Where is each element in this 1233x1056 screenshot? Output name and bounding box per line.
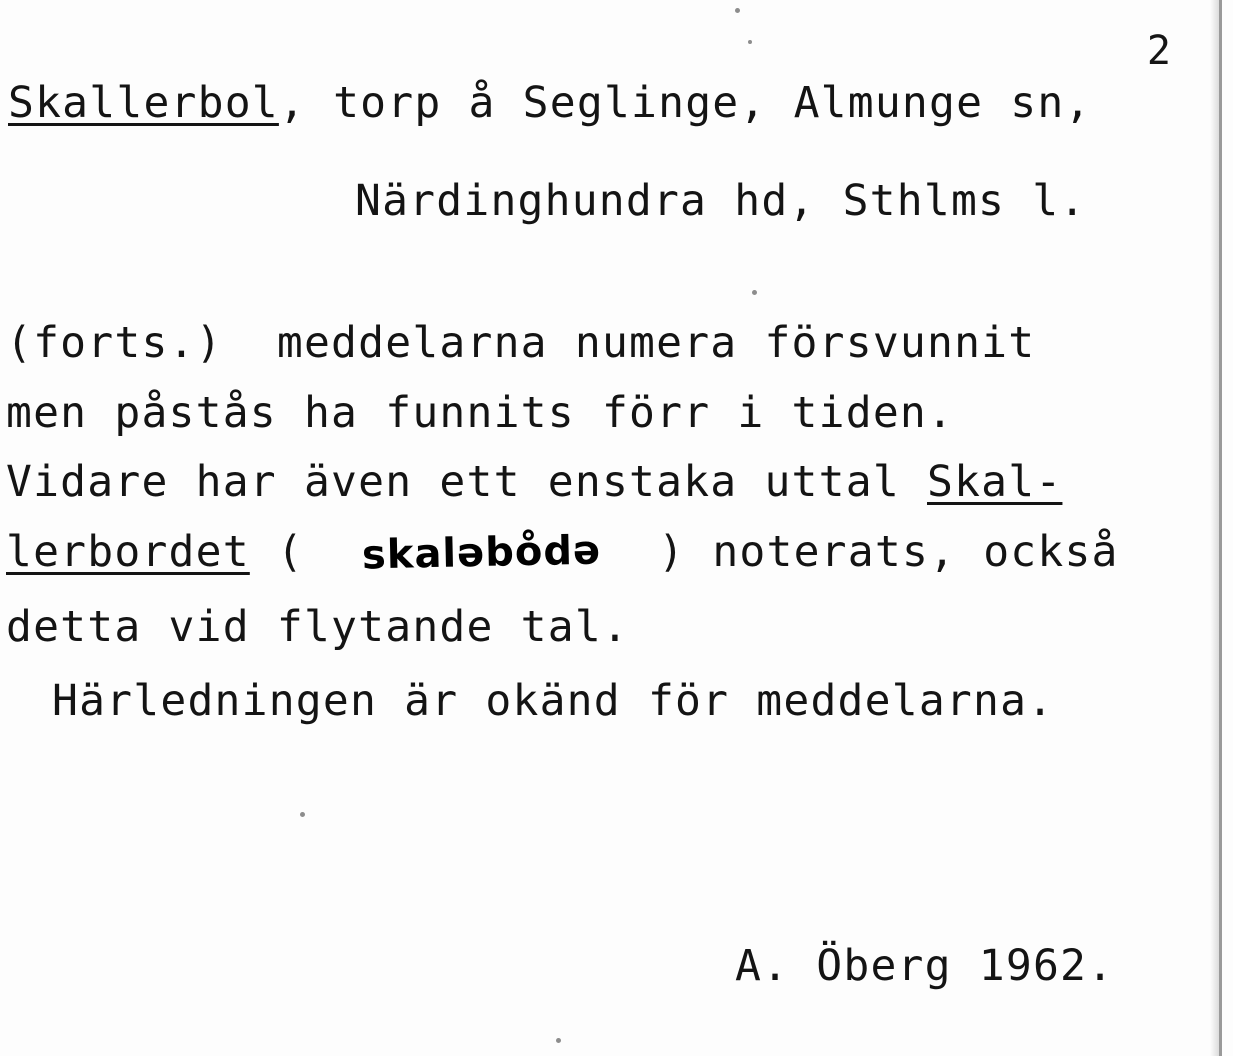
body-line-4-close: ) noterats, också bbox=[631, 527, 1119, 577]
headword: Skallerbol bbox=[8, 78, 279, 128]
body-line-3-text: Vidare har även ett enstaka uttal bbox=[6, 457, 927, 507]
heading-line-1 bbox=[8, 78, 1092, 128]
scan-speck bbox=[300, 812, 305, 817]
scan-speck bbox=[752, 290, 757, 295]
body-line-6: Härledningen är okänd för meddelarna. bbox=[52, 676, 1055, 726]
body-line-1: (forts.) meddelarna numera försvunnit bbox=[6, 318, 1036, 368]
scan-speck bbox=[748, 40, 752, 44]
page-number: 2 bbox=[1146, 28, 1171, 74]
body-line-4-open: ( bbox=[249, 527, 332, 577]
underlined-term-2: lerbordet bbox=[6, 527, 250, 577]
card-edge-shadow bbox=[1210, 0, 1219, 1056]
phonetic-transcription: skalǝbo̊dǝ bbox=[361, 527, 602, 579]
heading-line-2: Närdinghundra hd, Sthlms l. bbox=[355, 176, 1087, 226]
body-line-3 bbox=[6, 457, 1063, 507]
underlined-term-1: Skal- bbox=[927, 457, 1063, 507]
body-line-2: men påstås ha funnits förr i tiden. bbox=[6, 388, 955, 438]
signature: A. Öberg 1962. bbox=[735, 941, 1115, 991]
heading-line-1-rest: , torp å Seglinge, Almunge sn, bbox=[278, 78, 1092, 128]
body-line-5: detta vid flytande tal. bbox=[6, 602, 630, 652]
card-edge-line bbox=[1219, 0, 1222, 1056]
scan-speck bbox=[735, 8, 740, 13]
scan-speck bbox=[556, 1038, 561, 1043]
